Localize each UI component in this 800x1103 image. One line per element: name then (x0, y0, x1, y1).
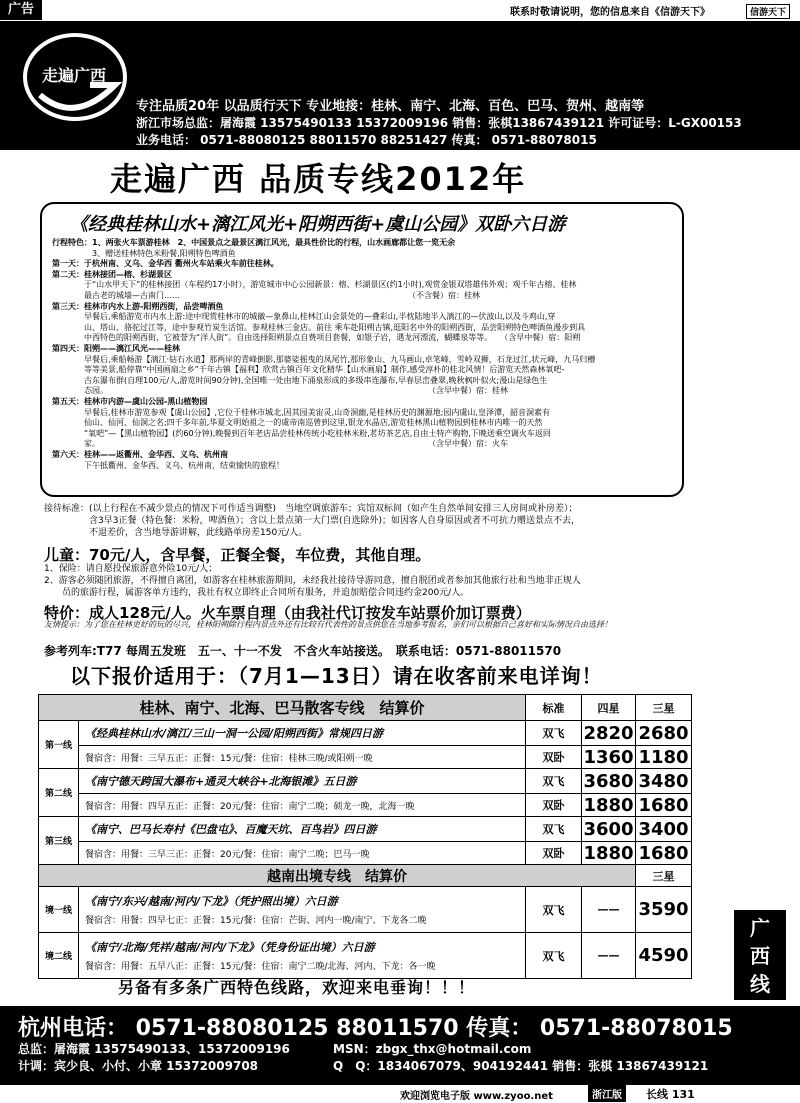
route-line: 早餐后,桂林市游览参观【虞山公园】,它位于桂林市城北,因其园美宙灵,山奇洞幽,是桂林历史的渊源地;园内虞山,皇泽潭，韶音洞素有 (52, 407, 550, 417)
price-table (38, 694, 692, 979)
special-price: 特价：成人128元/人。火车票自理（由我社代订按发车站票价加订票费） (44, 604, 531, 622)
route-line: 山、塔山、骆驼过江等，途中参观竹炭生活馆。参观桂林三金店。前往 乘车赴阳朔古镇,逛阳名中外的阳朔西街，品尝阳朔特色啤酒鱼漫步到具 (52, 322, 586, 332)
line-name: 《南宁、巴马长寿村《巴盘屯》、百魔天坑、百鸟岩》四日游 (85, 823, 377, 836)
section-tab (734, 910, 786, 1000)
director-contact: 总监：屠海霞 13575490133、15372009196 (18, 1042, 290, 1056)
route-line: 第二天：桂林接团—榕、杉湖景区 (52, 269, 172, 279)
route-line: 第一天：于杭州南、义乌、金华西 衢州火车站乘火车前往桂林。 (52, 259, 279, 269)
reference-train: 参考列车:T77 每周五发班 五一、十一不发 不含火车站接送。 联系电话：0571-88011570 (44, 644, 562, 658)
transport-type: 双飞 (526, 887, 582, 933)
price-four-star: 3600 (583, 818, 634, 840)
route-line: 早餐后,乘船游览市内水上游:途中现赏桂林市的城徽—象鼻山,桂林江山会景处的—叠彩山,半枕陆地半入漓江的—伏波山,以及斗鸡山,穿 (52, 312, 556, 322)
ad-tag: 广告 (0, 0, 42, 20)
route-line: 第三天：桂林市内水上游-阳朔西街，品尝啤酒鱼 (52, 301, 224, 311)
route-title: 《经典桂林山水+漓江风光+阳朔西街+虞山公园》双卧六日游 (70, 214, 566, 235)
route-line: 早餐后,乘船畅游【漓江·钻石水道】那两岸的青峰倒影,那婆娑摇曳的凤尾竹,那形象山、九马画山,卓笔峰，雪岭双狮，石龙过江,状元峰，九马归槽 (52, 354, 596, 364)
price-four-star: 2820 (583, 722, 634, 744)
section1-title: 桂林、南宁、北海、巴马散客专线 结算价 (39, 695, 526, 721)
brand-name-3: 国际旅行社 (438, 43, 688, 97)
route-line: 第五天：桂林市内游—虞山公园-黑山植物园 (52, 397, 208, 406)
slogan: 专注品质20年 以品质行天下 专业地接：桂林、南宁、北海、百色、巴马、贺州、越南等 (136, 99, 645, 114)
standard-line: 不退差价，含当地导游讲解，此线路单房差150元/人。 (44, 528, 308, 538)
friendly-reminder: 友情提示：为了您在桂林更好的玩的尽兴，桂林阳朔除行程内景点外还有比较有代表性的景点供您在当地参考报名，亲们可以根据自己喜好和实际情况自由选择！ (44, 620, 612, 629)
more-routes: 另备有多条广西特色线路，欢迎来电垂询！！！ (118, 978, 476, 997)
magazine-logo: 信游天下 (746, 4, 790, 19)
route-line: 态园。 （含早中餐）宿：桂林 (52, 386, 508, 396)
agency-logo (20, 25, 130, 125)
price-three-star: 3590 (636, 887, 692, 933)
route-line: 3、赠送桂林特色米粉餐,阳朔特色啤酒鱼 (52, 248, 236, 258)
hq-contact: 浙江市场总监：屠海霞 13575490133 15372009196 销售：张棋13867439121 许可证号：L-GX00153 (136, 116, 742, 130)
route-line: 第六天：桂林——返衢州、金华西、义乌、杭州南 (52, 450, 228, 459)
price-four-star: 1880 (583, 842, 634, 864)
price-dash: —— (582, 887, 636, 933)
route-line: 于“山水甲天下”的桂林接团（车程约17小时），游览城市中心公园新景：榕、杉湖景区(约1小时),观赏金银双塔雄伟外观；观千年古榕、桂林 (52, 280, 577, 290)
transport-type: 双飞 (526, 721, 582, 746)
transport-type: 双卧 (526, 746, 582, 769)
meals-info: 餐宿含：用餐：五早八正：正餐：15元/餐：住宿：南宁二晚/北海、河内、下龙：各一晚 (85, 962, 436, 972)
route-line: 行程特色：1、两张火车票游桂林 2、中国景点之最景区漓江风光，最具性价比的行程，山水画廊都让您一览无余 (52, 238, 456, 247)
price-three-star: 3480 (636, 769, 692, 794)
child-note: 员的旅游行程，属游客单方违约，我社有权立即终止合同所有服务，并追加赔偿合同违约金200元/人。 (44, 588, 470, 598)
line-label: 第三线 (39, 817, 79, 865)
route-line: 仙山、仙河、仙洞之名;四千多年前,华夏文明始祖之一的虞帝南巡曾到这里,银龙水晶店,游览桂林黑山植物园到桂林市内唯一的天然 (52, 418, 543, 428)
line-name: 《南宁/东兴/越南/河内/下龙》（凭护照出境）六日游 (85, 895, 338, 908)
region-badge: 浙江版 (588, 1085, 626, 1102)
meals-info: 餐宿含：用餐：三早五正：正餐：15元/餐：住宿：桂林三晚/或阳朔一晚 (79, 746, 526, 769)
col-three-star: 三星 (636, 695, 692, 721)
line-name-cell (79, 887, 526, 933)
line-name-cell (79, 721, 526, 746)
route-line: 第四天：阳朔——漓江风光——桂林 (52, 344, 180, 353)
msn-contact: MSN：zbgx_thx@hotmail.com (333, 1042, 532, 1056)
price-four-star: 1360 (583, 746, 634, 768)
child-note: 1、保险：请自愿投保旅游意外险10元/人； (44, 564, 218, 574)
brand-name-1: 桂林市九洲观光 (136, 36, 333, 66)
line-name-cell (79, 817, 526, 842)
route-line: 古东瀑布群(自理100元/人,游览时间90分钟),全国唯一处由地下涌泉形成的多级串连瀑布,早春层峦叠翠,晚秋枫叶似火;漫山是绿色生 (52, 375, 548, 385)
line-name: 《经典桂林山水/漓江/三山一洞一公园/阳朔西街》常规四日游 (85, 727, 384, 740)
qq-contact: Q Q：1834067079、904192441 销售：张棋 13867439121 (333, 1059, 709, 1073)
contact-note: 联系时敬请说明，您的信息来自《信游天下》 (510, 7, 710, 18)
price-three-star: 1680 (636, 842, 692, 865)
section2-title: 越南出境专线 结算价 (39, 865, 636, 887)
child-price: 儿童：70元/人，含早餐，正餐全餐，车位费，其他自理。 (44, 546, 431, 564)
line-name: 《南宁德天跨国大瀑布+通灵大峡谷+北海银滩》五日游 (85, 775, 357, 788)
tab-char-1: 广 (750, 916, 770, 940)
brand-name-2: 广西中旅环球假期 (136, 66, 361, 96)
line-label: 境一线 (39, 887, 79, 933)
transport-type: 双飞 (526, 817, 582, 842)
line-label: 境二线 (39, 933, 79, 979)
tab-char-2: 西 (750, 944, 770, 968)
meals-info: 餐宿含：用餐：四早五正：正餐：20元/餐：住宿：南宁二晚；硕龙一晚，北海一晚 (79, 794, 526, 817)
price-three-star: 1180 (636, 746, 692, 769)
route-line: 中西特色的阳朔西街，它被誉为“洋人街”。自由选择阳朔景点自费项目套餐，如银子岩，遇龙河漂流，蝴蝶泉等等。 （含早中餐）宿：阳朔 (52, 333, 581, 343)
price-notice: 以下报价适用于：（7月1—13日）请在收客前来电详询！ (70, 664, 603, 688)
transport-type: 双卧 (526, 794, 582, 817)
col-four-star: 四星 (582, 695, 636, 721)
line-name-cell (79, 769, 526, 794)
tab-char-3: 线 (750, 972, 770, 996)
line-name: 《南宁/北海/凭祥/越南/河内/下龙》（凭身份证出境）六日游 (85, 941, 375, 954)
banner-title: 走遍广西 品质专线2012年 (110, 160, 527, 198)
route-line: 家。 （含早中餐）宿：火车 (52, 439, 508, 449)
transport-type: 双飞 (526, 933, 582, 979)
logo-text: 走遍广西 (42, 66, 107, 85)
price-dash: —— (582, 933, 636, 979)
transport-type: 双卧 (526, 842, 582, 865)
line-name-cell (79, 933, 526, 979)
standard-line: 接待标准：(以上行程在不减少景点的情况下可作适当调整) 当地空调旅游车；宾馆双标间（如产生自然单间安排三人房间或补房差）； (44, 504, 578, 514)
price-three-star: 4590 (636, 933, 692, 979)
line-label: 第二线 (39, 769, 79, 817)
standard-line: 含3早3正餐（特色餐：米粉，啤酒鱼）；含以上景点第一大门票(自选除外)；如因客人自身原因或者不可抗力赠送景点不去， (44, 516, 580, 526)
transport-type: 双飞 (526, 769, 582, 794)
col-standard: 标准 (526, 695, 582, 721)
meals-info: 餐宿含：用餐：四早七正：正餐：15元/餐：住宿：芒街、河内一晚/南宁、下龙各二晚 (85, 916, 427, 926)
line-label: 第一线 (39, 721, 79, 769)
meals-info: 餐宿含：用餐：三早三正：正餐：20元/餐：住宿：南宁二晚；巴马一晚 (79, 842, 526, 865)
price-three-star: 2680 (636, 721, 692, 746)
route-line: 等等美景,船停靠“中国画扇之乡”千年古镇【福利】欣赏古镇百年文化精华【山水画扇】制作,感受淳朴的桂北风情！后游览天然森林氧吧- (52, 365, 565, 375)
col-three-star-2: 三星 (636, 865, 692, 887)
business-phone: 业务电话： 0571-88080125 88011570 88251427 传真： 0571-88078015 (136, 133, 597, 147)
welcome-link[interactable]: 欢迎浏览电子版 www.zyoo.net (400, 1091, 553, 1102)
child-note: 2、游客必须随团旅游，不得擅自离团，如游客在桂林旅游期间，未经我社接待导游同意，擅自脱团或者参加其他旅行社和当地非正规人 (44, 576, 581, 586)
price-four-star: 1880 (583, 794, 634, 816)
route-line: “氧吧”—【黑山植物园】(约60分钟),晚餐到百年老店品尝桂林传统小吃桂林米粉,茗坊茶艺店,自由土特产购物,下晚送乘空调火车返回 (52, 428, 551, 438)
page-number: 长线 131 (646, 1088, 695, 1101)
planner-contact: 计调：宾少良、小付、小章 15372009708 (18, 1059, 259, 1073)
route-line: 下午抵衢州、金华西、义乌、杭州南，结束愉快的旅程！ (52, 460, 284, 470)
price-three-star: 1680 (636, 794, 692, 817)
route-line: 最古老的城墙—古南门…… （不含餐）宿：桂林 (52, 291, 480, 300)
hangzhou-phone: 杭州电话： 0571-88080125 88011570 传真： 0571-88078015 (18, 1016, 733, 1041)
price-three-star: 3400 (636, 817, 692, 842)
price-four-star: 3680 (583, 770, 634, 792)
